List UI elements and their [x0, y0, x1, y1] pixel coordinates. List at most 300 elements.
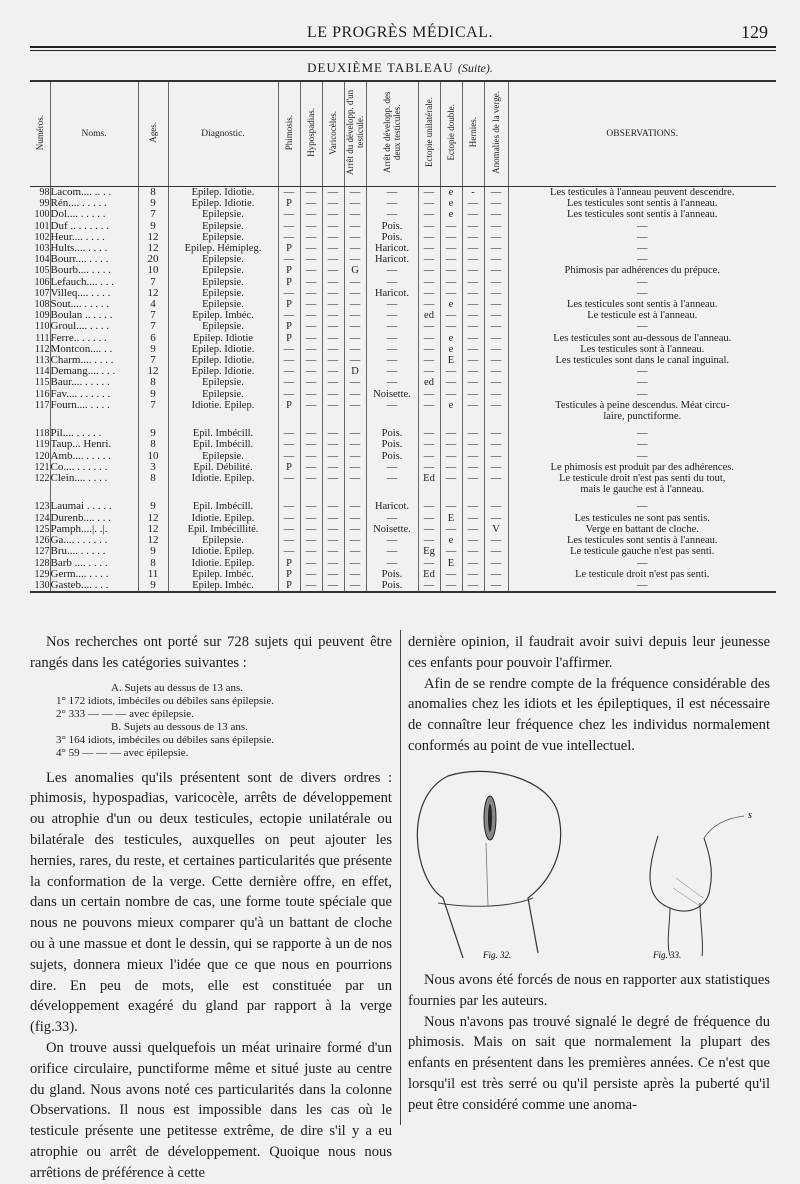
row-age: 11: [138, 569, 168, 580]
row-number: 100: [34, 209, 50, 221]
row-ectopie-uni: —: [418, 299, 440, 310]
row-varicocele: —: [322, 232, 344, 243]
table-row: [30, 513, 776, 524]
row-phimosis: P: [278, 299, 300, 310]
row-diagnostic: Epilepsie.: [168, 209, 278, 220]
row-observations: —: [508, 321, 776, 332]
row-ectopie-uni: —: [418, 462, 440, 473]
table-row-continuation: [30, 484, 776, 495]
row-hypospadias: —: [300, 265, 322, 276]
row-name: Duf .. . . . . . .: [50, 221, 138, 232]
row-observations: —: [508, 243, 776, 254]
row-phimosis: —: [278, 310, 300, 321]
row-verge: —: [484, 366, 508, 377]
row-arret-un: —: [344, 333, 366, 344]
row-diagnostic: Epilepsie.: [168, 299, 278, 310]
category-3: 3° 164 idiots, imbéciles ou débiles sans épilepsie.: [56, 733, 274, 746]
row-arret-deux: —: [366, 321, 418, 332]
row-age: 6: [138, 333, 168, 344]
row-observations: Les testicules sont sentis à l'anneau.: [508, 198, 776, 209]
row-verge: —: [484, 277, 508, 288]
row-name: Charm.... . . . .: [50, 355, 138, 366]
row-observations: Les testicules sont à l'anneau.: [508, 344, 776, 355]
row-verge: —: [484, 333, 508, 344]
row-hernies: —: [462, 428, 484, 439]
row-age: 7: [138, 400, 168, 411]
row-phimosis: —: [278, 389, 300, 400]
row-name: Montcon.... . .: [50, 344, 138, 355]
row-varicocele: —: [322, 462, 344, 473]
table-row: [30, 321, 776, 332]
row-phimosis: P: [278, 277, 300, 288]
col-hernies: Hernies.: [462, 81, 484, 187]
row-ectopie-uni: —: [418, 333, 440, 344]
row-diagnostic: Idiotie. Epilep.: [168, 513, 278, 524]
row-phimosis: P: [278, 333, 300, 344]
row-ectopie-uni: —: [418, 428, 440, 439]
row-verge: —: [484, 321, 508, 332]
row-observations: —: [508, 254, 776, 265]
categories-list: [56, 682, 392, 760]
row-varicocele: —: [322, 355, 344, 366]
row-age: 7: [138, 277, 168, 288]
row-varicocele: —: [322, 209, 344, 220]
row-name: Fourn.... . . . .: [50, 400, 138, 411]
row-age: 9: [138, 501, 168, 512]
row-ectopie-double: —: [440, 546, 462, 557]
table-row: [30, 333, 776, 344]
row-phimosis: P: [278, 198, 300, 209]
row-hernies: —: [462, 321, 484, 332]
row-ectopie-double: —: [440, 232, 462, 243]
row-diagnostic: Epilep. Idiotie.: [168, 366, 278, 377]
row-age: 7: [138, 209, 168, 220]
row-hernies: —: [462, 569, 484, 580]
row-hypospadias: —: [300, 333, 322, 344]
row-hernies: —: [462, 254, 484, 265]
row-arret-un: —: [344, 451, 366, 462]
table-title-main: DEUXIÈME TABLEAU: [307, 60, 454, 75]
row-phimosis: —: [278, 209, 300, 220]
row-phimosis: P: [278, 321, 300, 332]
row-age: 9: [138, 221, 168, 232]
anomalies-paragraph: Les anomalies qu'ils présentent sont de divers ordres : phimosis, hypospadias, varicocèle, arrêts de développement ou atrophie d'un ou deux testicules, ectopie unilatérale ou bilatérale des testicules, auxquelles on peut ajouter les hernies, rares, du reste, et certaines particularités que présente la conformation de la verge. Cette dernière offre, en effet, dans un certain nombre de cas, une forme toute spéciale que nous ne pouvons mieux comparer qu'à un battant de cloche ou à une massue et dont le dessin, qui se rapporte à un de nos sujets, donnera mieux l'idée que ce que nous en pourrions dire. En peu de mots, elle est constituée par un développement exagéré du gland par rapport à la verge (fig.33).: [30, 769, 392, 1036]
row-ectopie-double: E: [440, 513, 462, 524]
row-varicocele: —: [322, 265, 344, 276]
row-number: 111: [35, 332, 50, 344]
row-hernies: —: [462, 310, 484, 321]
row-verge: —: [484, 198, 508, 209]
row-age: 9: [138, 546, 168, 557]
row-age: 10: [138, 265, 168, 276]
frequency-paragraph: Afin de se rendre compte de la fréquence considérable des anomalies chez les idiots et les épileptiques, il est nécessaire de connaître leur fréquence chez les individus normalement conformés au point de vue intellectuel.: [408, 675, 770, 754]
row-observations: Les testicules à l'anneau peuvent descendre.: [508, 187, 776, 199]
table-title-note: (Suite).: [457, 61, 493, 75]
table-row: [30, 377, 776, 388]
table-row: [30, 439, 776, 450]
table-row: [30, 400, 776, 411]
row-hypospadias: —: [300, 428, 322, 439]
row-varicocele: —: [322, 321, 344, 332]
row-ectopie-uni: —: [418, 451, 440, 462]
row-varicocele: —: [322, 546, 344, 557]
row-arret-deux: Pois.: [366, 451, 418, 462]
row-ectopie-uni: —: [418, 501, 440, 512]
row-ectopie-double: —: [440, 473, 462, 484]
col-diagnostic: Diagnostic.: [168, 81, 278, 187]
row-hypospadias: —: [300, 558, 322, 569]
row-hernies: —: [462, 546, 484, 557]
row-ectopie-double: —: [440, 310, 462, 321]
row-hypospadias: —: [300, 389, 322, 400]
row-verge: —: [484, 473, 508, 484]
row-arret-un: —: [344, 546, 366, 557]
row-verge: —: [484, 389, 508, 400]
row-phimosis: —: [278, 232, 300, 243]
row-hypospadias: —: [300, 288, 322, 299]
column-separator: [400, 630, 401, 1125]
table-row: [30, 310, 776, 321]
row-ectopie-double: —: [440, 451, 462, 462]
row-hypospadias: —: [300, 198, 322, 209]
row-observations: Verge en battant de cloche.: [508, 524, 776, 535]
row-ectopie-double: —: [440, 569, 462, 580]
row-diagnostic: Epilep. Idiotie.: [168, 355, 278, 366]
row-hernies: —: [462, 558, 484, 569]
category-1: 1° 172 idiots, imbéciles ou débiles sans épilepsie.: [56, 694, 274, 707]
row-hernies: -: [462, 187, 484, 199]
row-diagnostic: Epil. Débilité.: [168, 462, 278, 473]
table-row: [30, 265, 776, 276]
row-number: 127: [34, 546, 50, 558]
row-ectopie-uni: —: [418, 232, 440, 243]
row-number: 129: [34, 568, 50, 580]
row-name: Amb.... . . . . .: [50, 451, 138, 462]
row-observations: —: [508, 558, 776, 569]
row-ectopie-double: e: [440, 344, 462, 355]
figures-32-33: [408, 758, 770, 968]
row-phimosis: —: [278, 513, 300, 524]
row-diagnostic: Epilepsie.: [168, 377, 278, 388]
row-hypospadias: —: [300, 344, 322, 355]
row-varicocele: —: [322, 428, 344, 439]
right-column-text-lower: [408, 970, 770, 1116]
row-arret-un: G: [344, 265, 366, 276]
row-ectopie-uni: —: [418, 209, 440, 220]
row-hypospadias: —: [300, 254, 322, 265]
category-4: 4° 59 — — — avec épilepsie.: [56, 746, 189, 759]
row-ectopie-uni: —: [418, 243, 440, 254]
row-ectopie-double: —: [440, 277, 462, 288]
row-observations: —: [508, 366, 776, 377]
row-diagnostic: Epil. Imbécill.: [168, 439, 278, 450]
row-age: 3: [138, 462, 168, 473]
row-verge: —: [484, 187, 508, 199]
row-ectopie-double: —: [440, 428, 462, 439]
row-ectopie-uni: —: [418, 400, 440, 411]
row-varicocele: —: [322, 310, 344, 321]
row-varicocele: —: [322, 473, 344, 484]
category-2: 2° 333 — — — avec épilepsie.: [56, 707, 194, 720]
row-verge: —: [484, 209, 508, 220]
table-row: [30, 558, 776, 569]
row-hernies: —: [462, 400, 484, 411]
row-observations: Le testicule droit n'est pas senti du tout,: [508, 473, 776, 484]
row-ectopie-double: —: [440, 439, 462, 450]
fig-33-caption: Fig. 33.: [653, 950, 682, 960]
table-row: [30, 451, 776, 462]
page-header: [0, 22, 800, 46]
row-diagnostic: Epilepsie.: [168, 535, 278, 546]
row-arret-un: —: [344, 344, 366, 355]
row-phimosis: —: [278, 377, 300, 388]
row-name: Groul.... . . . .: [50, 321, 138, 332]
row-verge: —: [484, 462, 508, 473]
row-arret-un: —: [344, 254, 366, 265]
row-number: 106: [34, 276, 50, 288]
row-verge: —: [484, 558, 508, 569]
table-row: [30, 288, 776, 299]
row-arret-deux: —: [366, 198, 418, 209]
row-arret-deux: —: [366, 310, 418, 321]
row-diagnostic: Epilepsie.: [168, 321, 278, 332]
row-hypospadias: —: [300, 400, 322, 411]
row-diagnostic: Epilep. Imbéc.: [168, 569, 278, 580]
row-ectopie-uni: —: [418, 524, 440, 535]
intro-paragraph: Nos recherches ont porté sur 728 sujets qui peuvent être rangés dans les catégories suivantes :: [30, 634, 392, 671]
row-hypospadias: —: [300, 462, 322, 473]
row-arret-un: —: [344, 535, 366, 546]
row-number: 115: [34, 377, 50, 389]
row-ectopie-uni: ed: [418, 377, 440, 388]
row-verge: —: [484, 299, 508, 310]
header-rule: [30, 46, 776, 48]
row-age: 12: [138, 524, 168, 535]
row-arret-un: —: [344, 377, 366, 388]
fig-33-label-s: s: [748, 810, 752, 821]
row-ectopie-double: e: [440, 535, 462, 546]
row-arret-un: —: [344, 232, 366, 243]
row-hypospadias: —: [300, 366, 322, 377]
row-arret-deux: Pois.: [366, 221, 418, 232]
row-number: 104: [34, 254, 50, 266]
row-verge: —: [484, 546, 508, 557]
table-row: [30, 254, 776, 265]
row-hernies: —: [462, 243, 484, 254]
row-observations: —: [508, 501, 776, 512]
row-observations: Testicules à peine descendus. Méat circu-: [508, 400, 776, 411]
row-ectopie-double: —: [440, 389, 462, 400]
row-verge: V: [484, 524, 508, 535]
right-column-text: [408, 632, 770, 757]
row-phimosis: —: [278, 355, 300, 366]
row-hypospadias: —: [300, 535, 322, 546]
row-hernies: —: [462, 451, 484, 462]
row-number: 119: [34, 439, 50, 451]
row-observations: Le phimosis est produit par des adhérences.: [508, 462, 776, 473]
row-name: Ga.... . . . . . .: [50, 535, 138, 546]
row-diagnostic: Epilep. Idiotie.: [168, 344, 278, 355]
row-hypospadias: —: [300, 546, 322, 557]
row-number: 99: [39, 198, 50, 210]
row-number: 124: [34, 512, 50, 524]
row-ectopie-uni: —: [418, 265, 440, 276]
continuation-paragraph: dernière opinion, il faudrait avoir suivi depuis leur jeunesse ces enfants pour pouvoir l'affirmer.: [408, 634, 770, 671]
row-verge: —: [484, 580, 508, 592]
row-phimosis: P: [278, 265, 300, 276]
row-arret-deux: —: [366, 187, 418, 199]
row-arret-deux: Pois.: [366, 428, 418, 439]
row-varicocele: —: [322, 187, 344, 199]
row-arret-un: —: [344, 501, 366, 512]
row-varicocele: —: [322, 221, 344, 232]
row-number: 101: [34, 220, 50, 232]
row-ectopie-uni: —: [418, 344, 440, 355]
row-diagnostic: Epil. Imbécillité.: [168, 524, 278, 535]
table-header-row: [30, 81, 776, 187]
row-name: Bourr.... . . . .: [50, 254, 138, 265]
row-number: 102: [34, 231, 50, 243]
row-diagnostic: Epil. Imbécill.: [168, 428, 278, 439]
row-age: 4: [138, 299, 168, 310]
row-phimosis: —: [278, 451, 300, 462]
row-name: Baur.... . . . . .: [50, 377, 138, 388]
row-hypospadias: —: [300, 277, 322, 288]
row-verge: —: [484, 355, 508, 366]
row-age: 20: [138, 254, 168, 265]
row-phimosis: P: [278, 243, 300, 254]
row-name: Bru.... . . . . .: [50, 546, 138, 557]
col-ages: Ages.: [138, 81, 168, 187]
row-diagnostic: Epilep. Imbéc.: [168, 310, 278, 321]
row-observations: —: [508, 428, 776, 439]
row-hypospadias: —: [300, 439, 322, 450]
row-arret-deux: Noisette.: [366, 389, 418, 400]
row-ectopie-double: —: [440, 462, 462, 473]
row-hypospadias: —: [300, 513, 322, 524]
row-verge: —: [484, 513, 508, 524]
row-hypospadias: —: [300, 501, 322, 512]
row-observations-continued: mais le gauche est à l'anneau.: [508, 484, 776, 495]
row-arret-deux: Pois.: [366, 580, 418, 592]
row-varicocele: —: [322, 333, 344, 344]
row-name: Lefauch.... . . .: [50, 277, 138, 288]
row-arret-un: —: [344, 462, 366, 473]
row-hypospadias: —: [300, 569, 322, 580]
row-age: 12: [138, 535, 168, 546]
row-diagnostic: Epilep. Idiotie: [168, 333, 278, 344]
row-ectopie-uni: —: [418, 187, 440, 199]
row-age: 9: [138, 198, 168, 209]
row-hypospadias: —: [300, 187, 322, 199]
row-hernies: —: [462, 462, 484, 473]
row-hernies: —: [462, 209, 484, 220]
col-numeros: Numéros.: [30, 81, 50, 187]
row-arret-un: —: [344, 299, 366, 310]
row-age: 12: [138, 232, 168, 243]
row-hernies: —: [462, 344, 484, 355]
table-row: [30, 389, 776, 400]
row-verge: —: [484, 377, 508, 388]
row-varicocele: —: [322, 451, 344, 462]
row-verge: —: [484, 344, 508, 355]
table-row: [30, 299, 776, 310]
row-phimosis: —: [278, 344, 300, 355]
row-number: 123: [34, 501, 50, 513]
row-ectopie-double: —: [440, 221, 462, 232]
row-arret-deux: —: [366, 344, 418, 355]
row-name: Dol.... . . . . .: [50, 209, 138, 220]
row-arret-un: —: [344, 187, 366, 199]
phimosis-paragraph: Nous n'avons pas trouvé signalé le degré de fréquence du phimosis. Mais on sait que normalement la plupart des enfants en présentent dans les premières années. Ce n'est que lorsqu'il est très serré ou qu'il persiste après la puberté qu'il peut être considéré comme une anoma-: [408, 1013, 770, 1113]
row-varicocele: —: [322, 513, 344, 524]
row-age: 12: [138, 366, 168, 377]
row-hernies: —: [462, 198, 484, 209]
table-row: [30, 344, 776, 355]
row-name: Germ.... . . . .: [50, 569, 138, 580]
row-diagnostic: Epilep. Imbéc.: [168, 580, 278, 592]
table-row: [30, 462, 776, 473]
row-arret-un: —: [344, 428, 366, 439]
row-phimosis: —: [278, 428, 300, 439]
row-name: Pil.... . . . . .: [50, 428, 138, 439]
row-number: 122: [34, 473, 50, 485]
row-age: 9: [138, 344, 168, 355]
row-ectopie-uni: —: [418, 277, 440, 288]
row-age: 8: [138, 439, 168, 450]
row-varicocele: —: [322, 400, 344, 411]
row-arret-deux: Haricot.: [366, 254, 418, 265]
row-observations: Les testicules sont sentis à l'anneau.: [508, 209, 776, 220]
row-number: 109: [34, 310, 50, 322]
row-ectopie-uni: Ed: [418, 569, 440, 580]
col-anomalies-verge: Anomalies de la verge.: [484, 81, 508, 187]
row-name: Pamph....|. .|.: [50, 524, 138, 535]
col-phimosis: Phimosis.: [278, 81, 300, 187]
row-arret-un: —: [344, 389, 366, 400]
row-arret-deux: —: [366, 558, 418, 569]
table-row: [30, 569, 776, 580]
col-hypospadias: Hypospadias.: [300, 81, 322, 187]
row-hernies: —: [462, 473, 484, 484]
row-verge: —: [484, 221, 508, 232]
row-ectopie-uni: —: [418, 535, 440, 546]
row-arret-deux: Pois.: [366, 439, 418, 450]
row-arret-un: —: [344, 198, 366, 209]
row-age: 10: [138, 451, 168, 462]
row-varicocele: —: [322, 299, 344, 310]
row-varicocele: —: [322, 277, 344, 288]
row-arret-un: —: [344, 580, 366, 592]
col-ectopie-double: Ectopie double.: [440, 81, 462, 187]
header-rule-thin: [30, 50, 776, 51]
row-hypospadias: —: [300, 473, 322, 484]
row-hernies: —: [462, 524, 484, 535]
row-arret-un: —: [344, 439, 366, 450]
row-name: Lacom.... .. . .: [50, 187, 138, 199]
row-verge: —: [484, 439, 508, 450]
row-ectopie-uni: —: [418, 389, 440, 400]
row-hypospadias: —: [300, 355, 322, 366]
row-ectopie-uni: —: [418, 558, 440, 569]
row-ectopie-double: e: [440, 187, 462, 199]
row-observations: Les testicules sont sentis à l'anneau.: [508, 535, 776, 546]
row-ectopie-uni: —: [418, 355, 440, 366]
row-name: Barb .... . . . .: [50, 558, 138, 569]
row-phimosis: P: [278, 462, 300, 473]
row-hernies: —: [462, 333, 484, 344]
row-phimosis: —: [278, 535, 300, 546]
